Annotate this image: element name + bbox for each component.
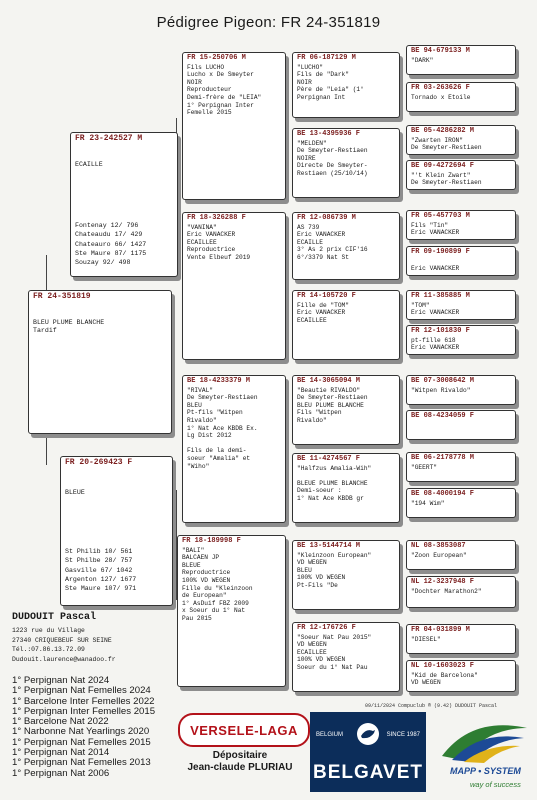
ancestor-card: FR 04-031899 M "DIESEL" bbox=[406, 624, 516, 654]
result-row: Fontenay 12/ 796 bbox=[75, 222, 139, 229]
dam-results bbox=[65, 547, 136, 593]
owner-name: DUDOUIT Pascal bbox=[12, 612, 97, 623]
palmares-item: 1° Perpignan Nat Femelles 2024 bbox=[12, 685, 151, 697]
ancestor-card: BE 08-4000194 F "194 Wim" bbox=[406, 488, 516, 518]
ancestor-card: FR 03-263626 F Tornado x Etoile bbox=[406, 82, 516, 112]
ring-number: BE 94-679133 M bbox=[411, 47, 470, 55]
ring-number: BE 11-4274567 F bbox=[297, 455, 361, 463]
owner-email: Dudouit.laurence@wanadoo.fr bbox=[12, 655, 116, 663]
sire-ring-number: FR 23-242527 M bbox=[75, 134, 143, 143]
palmares-item: 1° Perpignan Inter Femelles 2015 bbox=[12, 705, 156, 717]
palmares-item: 1° Perpignan Nat Femelles 2015 bbox=[12, 736, 151, 748]
great-grandparent-card: BE 13-5144714 M "Kleinzoon European" VD WEGEN BLEU 100% VD WEGEN Pt-Fils "De bbox=[292, 540, 400, 610]
ring-number: FR 12-101830 F bbox=[411, 327, 470, 335]
result-row: Ste Maure 87/ 1175 bbox=[75, 249, 147, 257]
grandparent-card: FR 15-250706 M Fils LUCHO Lucho x De Smeyter NOIR Reproducteur Demi-frère de "LEIA" 1° Perpignan Inter Femelle 2015 bbox=[182, 52, 286, 200]
connector-line bbox=[286, 250, 287, 300]
ring-number: FR 15-250706 M bbox=[187, 54, 246, 62]
great-grandparent-card: BE 14-3065094 M "Beautie RIVALDO" De Smeyter-Restiaen BLEU PLUME BLANCHE Fils "Witpen Rivaldo" bbox=[292, 375, 400, 445]
great-grandparent-card: BE 11-4274567 F "Halfzus Amalia-Wih" BLEUE PLUME BLANCHE Demi-soeur : 1° Nat Ace KBDB gr bbox=[292, 453, 400, 523]
connector-line bbox=[46, 435, 47, 465]
ring-number: FR 04-031899 M bbox=[411, 626, 470, 634]
ring-number: FR 14-105720 F bbox=[297, 292, 356, 300]
ring-number: FR 09-190899 F bbox=[411, 248, 470, 256]
ancestor-card: NL 08-3853087 "Zoon European" bbox=[406, 540, 516, 570]
subject-color: BLEU PLUME BLANCHE bbox=[33, 319, 105, 326]
ring-number: BE 14-3065094 M bbox=[297, 377, 361, 385]
page-title: Pédigree Pigeon: FR 24-351819 bbox=[156, 14, 381, 31]
ring-number: FR 18-189998 F bbox=[182, 537, 241, 545]
great-grandparent-card: FR 14-105720 F Fille de "TOM" Eric VANACKER ECAILLEE bbox=[292, 290, 400, 360]
sire-card bbox=[70, 132, 178, 277]
connector-line bbox=[286, 100, 287, 140]
ancestor-card: NL 12-3237948 F "Dochter Marathon2" bbox=[406, 576, 516, 608]
connector-line bbox=[286, 410, 287, 455]
dam-card bbox=[60, 456, 173, 606]
great-grandparent-card: FR 12-086739 M AS 739 Eric VANACKER ECAILLE 3° As 2 prix CIF'16 6°/3379 Nat St bbox=[292, 212, 400, 280]
depositaire-block: Dépositaire Jean-claude PLURIAU bbox=[187, 750, 293, 773]
owner-block bbox=[12, 612, 116, 664]
great-grandparent-card: BE 13-4395936 F "MELDEN" De Smeyter-Restiaen NOIRE Directe De Smeyter- Restiaen (25/10/14) bbox=[292, 128, 400, 198]
result-row: St Philib 10/ 561 bbox=[65, 548, 133, 555]
ancestor-card: BE 05-4286282 M "Zwarten IRON" De Smeyter-Restiaen bbox=[406, 125, 516, 155]
connector-line bbox=[46, 255, 47, 290]
subject-type: Tardif bbox=[33, 327, 57, 334]
result-row: Chateauro 66/ 1427 bbox=[75, 240, 147, 248]
sire-results bbox=[75, 221, 146, 267]
dam-color: BLEUE bbox=[65, 489, 85, 496]
grandparent-card: BE 18-4233379 M "RIVAL" De Smeyter-Restiaen BLEU Pt-fils "Witpen Rivaldo" 1° Nat Ace KBDB Ex. Lg Dist 2012 Fils de la demi- soeur "Amalia" et "Wiho" bbox=[182, 375, 286, 523]
palmares-item: 1° Perpignan Nat 2024 bbox=[12, 675, 110, 686]
ring-number: FR 12-086739 M bbox=[297, 214, 356, 222]
ring-number: FR 18-326288 F bbox=[187, 214, 246, 222]
great-grandparent-card: FR 06-187129 M "LUCHO" Fils de "Dark" NOIR Père de "Leia" (1° Perpignan Int bbox=[292, 52, 400, 118]
ancestor-card: FR 11-385885 M "TOM" Eric VANACKER bbox=[406, 290, 516, 320]
sire-color: ECAILLE bbox=[75, 161, 103, 168]
palmares-item: 1° Barcelone Inter Femelles 2022 bbox=[12, 695, 155, 707]
subject-ring-number: FR 24-351819 bbox=[33, 292, 91, 301]
palmares-item: 1° Perpignan Nat 2006 bbox=[12, 767, 110, 779]
mapp-system-logo: MAPP • SYSTEM way of success bbox=[432, 714, 532, 794]
ring-number: BE 09-4272694 F bbox=[411, 162, 475, 170]
ancestor-card bbox=[406, 410, 516, 440]
result-row: Argenton 127/ 1677 bbox=[65, 575, 137, 583]
ancestor-card: NL 10-1603023 F "Kid de Barcelona" VD WEGEN bbox=[406, 660, 516, 692]
versele-laga-logo: VERSELE-LAGA bbox=[178, 713, 310, 747]
ring-number: BE 13-4395936 F bbox=[297, 130, 361, 138]
ring-number: FR 03-263626 F bbox=[411, 84, 470, 92]
ancestor-card: FR 05-457703 M Fils "Tin" Eric VANACKER bbox=[406, 210, 516, 240]
ring-number: BE 06-2178778 M bbox=[411, 454, 475, 462]
pigeon-icon bbox=[356, 722, 380, 746]
ancestor-card: BE 09-4272694 F "'t Klein Zwart" De Smeyter-Restiaen bbox=[406, 160, 516, 190]
connector-line bbox=[286, 565, 287, 610]
owner-address: 1223 rue du Village 27340 CRIQUEBEUF SUR SEINE Tél.:07.86.13.72.09 Dudouit.laurence@wanadoo.fr bbox=[12, 627, 116, 663]
belgavet-logo: BELGIUM SINCE 1987 BELGAVET bbox=[310, 712, 426, 792]
software-footer-note: 09/11/2024 Compuclub ® (9.42) DUDOUIT Pascal bbox=[365, 703, 498, 709]
ancestor-card: BE 06-2178778 M "GEERT" bbox=[406, 452, 516, 482]
ring-number: FR 06-187129 M bbox=[297, 54, 356, 62]
ring-number: FR 05-457703 M bbox=[411, 212, 470, 220]
ring-number: BE 08-4234059 F bbox=[411, 412, 475, 420]
result-row: Souzay 92/ 498 bbox=[75, 259, 131, 267]
ring-number: BE 18-4233379 M bbox=[187, 377, 251, 385]
grandparent-card: FR 18-326288 F "VANINA" Eric VANACKER ECAILLEE Reproductrice Vente Elbeuf 2019 bbox=[182, 212, 286, 360]
result-row: Gasville 67/ 1042 bbox=[65, 566, 133, 574]
ancestor-card: FR 09-190899 F Eric VANACKER bbox=[406, 246, 516, 276]
ancestor-card: FR 12-101830 F pt-fille 618 Eric VANACKER bbox=[406, 325, 516, 355]
palmares-item: 1° Barcelone Nat 2022 bbox=[12, 716, 109, 728]
grandparent-card: FR 18-189998 F "BALI" BALCAEN JP BLEUE Reproductrice 100% VD WEGEN Fille du "Kleinzoon de European" 1° AsDuif FBZ 2009 x Soeur du 1° Nat Pau 2015 bbox=[177, 535, 286, 687]
ring-number: NL 08-3853087 bbox=[411, 542, 466, 550]
mapp-swoosh-icon bbox=[432, 716, 532, 766]
palmares-item: 1° Perpignan Nat Femelles 2013 bbox=[12, 757, 151, 769]
ancestor-card: BE 94-679133 M "DARK" bbox=[406, 45, 516, 75]
dam-ring-number: FR 20-269423 F bbox=[65, 458, 133, 467]
palmares-item: 1° Narbonne Nat Yearlings 2020 bbox=[12, 726, 150, 738]
ring-number: NL 10-1603023 F bbox=[411, 662, 475, 670]
ancestor-card: BE 07-3008642 M "Witpen Rivaldo" bbox=[406, 375, 516, 405]
ring-number: BE 07-3008642 M bbox=[411, 377, 475, 385]
ring-number: FR 12-176726 F bbox=[297, 624, 356, 632]
great-grandparent-card: FR 12-176726 F "Soeur Nat Pau 2015" VD WEGEN ECAILLEE 100% VD WEGEN Soeur du 1° Nat Pau bbox=[292, 622, 400, 692]
result-row: Chateaudu 17/ 429 bbox=[75, 231, 143, 239]
result-row: Ste Maure 107/ 971 bbox=[65, 585, 137, 593]
subject-pigeon-card bbox=[28, 290, 172, 434]
ring-number: NL 12-3237948 F bbox=[411, 578, 475, 586]
ring-number: BE 13-5144714 M bbox=[297, 542, 361, 550]
ring-number: FR 11-385885 M bbox=[411, 292, 470, 300]
palmares-list bbox=[12, 676, 155, 779]
palmares-item: 1° Perpignan Nat 2014 bbox=[12, 747, 110, 759]
ring-number: BE 08-4000194 F bbox=[411, 490, 475, 498]
result-row: St Philbe 28/ 757 bbox=[65, 557, 133, 565]
ring-number: BE 05-4286282 M bbox=[411, 127, 475, 135]
